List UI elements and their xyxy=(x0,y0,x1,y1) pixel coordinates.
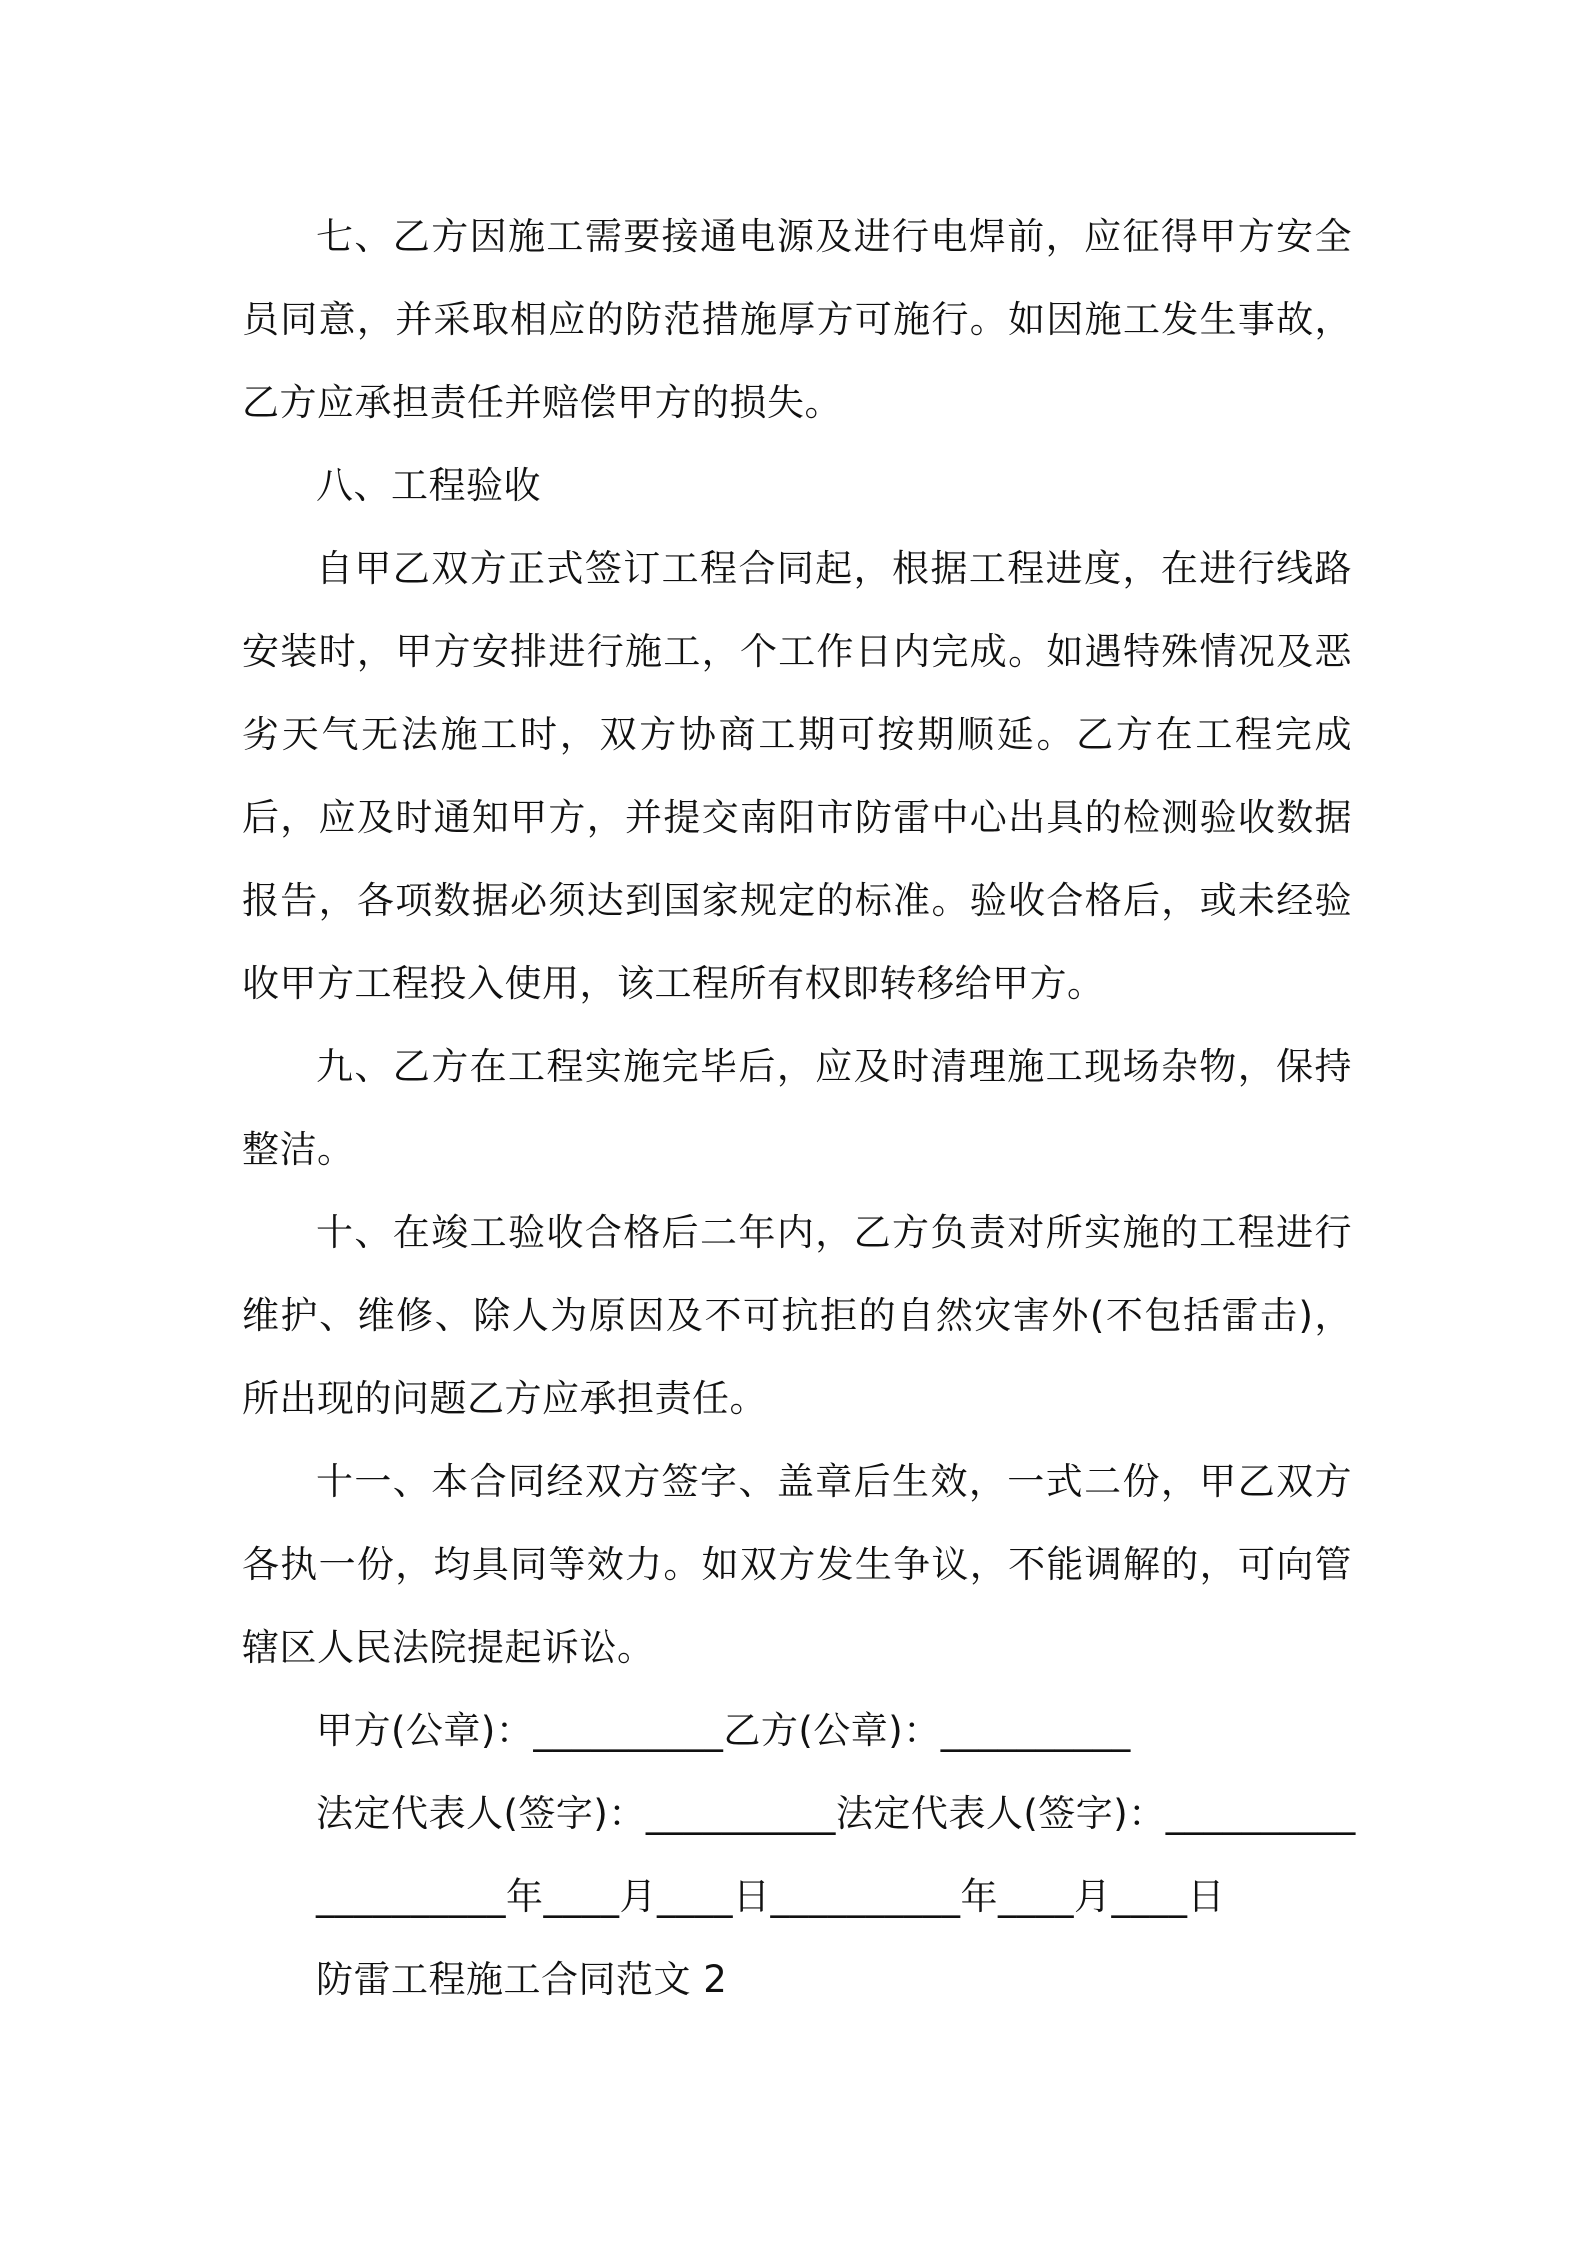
next-document-title: 防雷工程施工合同范文 2 xyxy=(316,1958,728,2001)
clause-11: 十一、本合同经双方签字、盖章后生效，一式二份，甲乙双方各执一份，均具同等效力。如双方发生争议，不能调解的，可向管辖区人民法院提起诉讼。 xyxy=(242,1460,1352,1669)
clause-8-heading: 八、工程验收 xyxy=(316,464,541,507)
clause-7: 七、乙方因施工需要接通电源及进行电焊前，应征得甲方安全员同意，并采取相应的防范措施厚方可施行。如因施工发生事故，乙方应承担责任并赔偿甲方的损失。 xyxy=(242,215,1352,424)
signature-representative-line: 法定代表人(签字)：__________法定代表人(签字)：__________ xyxy=(316,1792,1356,1835)
signature-seal-line: 甲方(公章)：__________乙方(公章)：__________ xyxy=(316,1709,1131,1752)
clause-10: 十、在竣工验收合格后二年内，乙方负责对所实施的工程进行维护、维修、除人为原因及不可抗拒的自然灾害外(不包括雷击)，所出现的问题乙方应承担责任。 xyxy=(242,1211,1352,1420)
clause-9: 九、乙方在工程实施完毕后，应及时清理施工现场杂物，保持整洁。 xyxy=(242,1045,1352,1171)
signature-date-line: __________年____月____日__________年____月____日 xyxy=(316,1875,1225,1918)
document-body xyxy=(242,195,1356,2021)
clause-8-body: 自甲乙双方正式签订工程合同起，根据工程进度，在进行线路安装时，甲方安排进行施工，个工作日内完成。如遇特殊情况及恶劣天气无法施工时，双方协商工期可按期顺延。乙方在工程完成后，应及时通知甲方，并提交南阳市防雷中心出具的检测验收数据报告，各项数据必须达到国家规定的标准。验收合格后，或未经验收甲方工程投入使用，该工程所有权即转移给甲方。 xyxy=(242,547,1352,1005)
